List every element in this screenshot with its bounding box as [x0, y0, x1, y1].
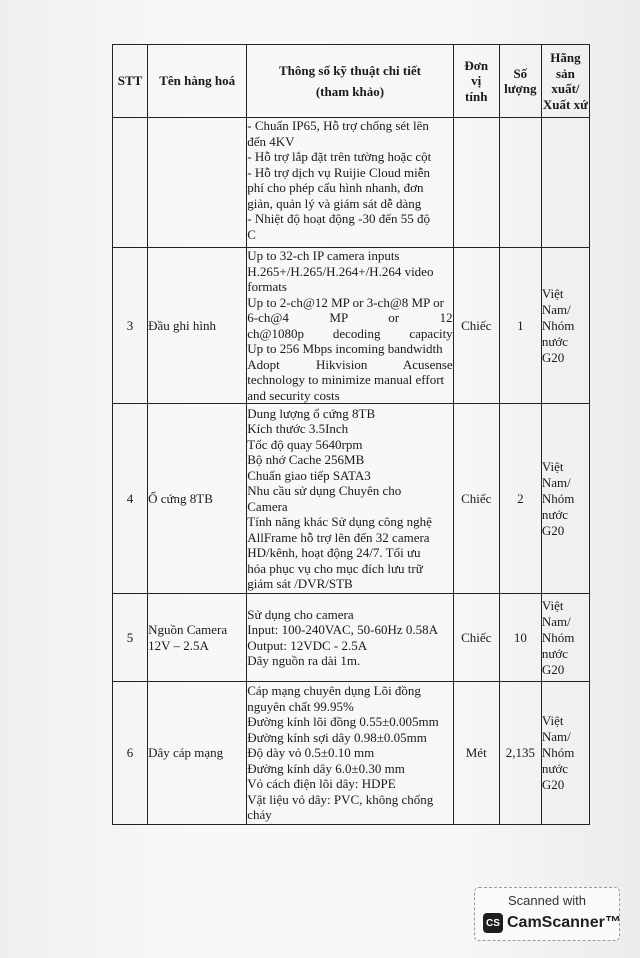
camscanner-name: CamScanner™ [507, 914, 621, 931]
spec-line: - Chuẩn IP65, Hỗ trợ chống sét lên [247, 118, 429, 133]
cell-origin [541, 682, 589, 825]
header-origin-line: Xuất xứ [542, 96, 588, 112]
origin-line: Việt [541, 713, 564, 728]
cell-spec [247, 118, 453, 248]
cell-item-name [148, 118, 247, 248]
cell-spec [247, 404, 453, 594]
spec-line: - Nhiệt độ hoạt động -30 đến 55 độ [247, 211, 430, 226]
header-qty-line: lượng [504, 81, 537, 96]
spec-line: Up to 256 Mbps incoming bandwidth [247, 341, 443, 356]
cell-qty: 10 [499, 594, 541, 682]
spec-line: formats [247, 279, 287, 294]
cell-origin [541, 594, 589, 682]
spec-line: Kích thước 3.5Inch [247, 421, 349, 436]
origin-line: Việt [541, 285, 564, 301]
cell-origin [541, 118, 589, 248]
spec-line: Chuẩn giao tiếp SATA3 [247, 467, 371, 483]
cell-qty: 2 [499, 404, 541, 594]
spec-line: Vật liệu vỏ dây: PVC, không chống [247, 791, 434, 807]
cell-item-name [148, 682, 247, 825]
spec-line: Dung lượng ổ cứng 8TB [247, 405, 376, 421]
spec-line: Camera [247, 498, 288, 514]
header-unit [453, 45, 499, 118]
spec-table [112, 44, 590, 825]
cell-qty: 1 [499, 248, 541, 404]
spec-line: Đường kính lõi đồng 0.55±0.005mm [247, 714, 439, 730]
origin-line: nước [541, 333, 569, 349]
cell-spec [247, 248, 453, 404]
cell-qty: 2,135 [499, 682, 541, 825]
header-name: Tên hàng hoá [148, 45, 247, 118]
origin-line: G20 [541, 522, 565, 538]
spec-line: ch@1080p decoding capacity [247, 325, 453, 341]
header-qty-line: Số [513, 65, 528, 81]
origin-line: Việt [541, 597, 564, 613]
cell-origin [541, 248, 589, 404]
spec-line: HD/kênh, hoạt động 24/7. Tối ưu [247, 545, 421, 560]
header-unit-line: vị [471, 73, 482, 89]
header-origin-line: Hãng [550, 50, 581, 65]
spec-line: - Hỗ trợ dịch vụ Ruijie Cloud miễn [247, 164, 430, 180]
spec-line: Input: 100-240VAC, 50-60Hz 0.58A [247, 622, 439, 637]
spec-line: Adopt Hikvision Acusense [247, 356, 453, 372]
spec-line: giản, quản lý và giám sát dễ dàng [247, 195, 422, 211]
origin-line: Nhóm [541, 317, 575, 333]
header-origin-line: sản [556, 65, 575, 81]
cell-origin [541, 404, 589, 594]
spec-line: Output: 12VDC - 2.5A [247, 637, 368, 653]
spec-line: - Hỗ trợ lắp đặt trên tường hoặc cột [247, 149, 432, 164]
cell-qty [499, 118, 541, 248]
spec-line: Bộ nhớ Cache 256MB [247, 452, 365, 467]
cell-stt: 6 [113, 682, 148, 825]
camscanner-logo-icon: CS [483, 913, 503, 933]
spec-line: hóa phục vụ cho mục đích lưu trữ [247, 560, 423, 576]
origin-line: nước [541, 506, 569, 522]
camscanner-brand [483, 912, 621, 934]
header-qty [499, 45, 541, 118]
origin-line: Nhóm [541, 745, 575, 760]
camscanner-watermark [474, 887, 620, 941]
spec-line: Đường kính dây 6.0±0.30 mm [247, 760, 405, 776]
origin-line: Nhóm [541, 629, 575, 645]
spec-line: AllFrame hỗ trợ lên đến 32 camera [247, 529, 430, 545]
spec-line: 6-ch@4 MP or 12 [247, 310, 453, 325]
spec-line: cháy [247, 807, 272, 823]
cell-item-name [148, 594, 247, 682]
origin-line: G20 [541, 777, 565, 792]
header-origin [541, 45, 589, 118]
table-row [113, 682, 590, 825]
origin-line: G20 [541, 661, 565, 677]
cell-stt [113, 118, 148, 248]
table-row [113, 594, 590, 682]
table-row [113, 118, 590, 248]
spec-line: C [247, 226, 256, 242]
cell-stt: 5 [113, 594, 148, 682]
origin-line: nước [541, 761, 569, 776]
origin-line: Việt [541, 458, 564, 474]
cell-unit: Mét [453, 682, 499, 825]
spec-line: nguyên chất 99.95% [247, 698, 354, 714]
cell-unit: Chiếc [453, 404, 499, 594]
origin-line: Nam/ [541, 474, 571, 490]
origin-line: Nhóm [541, 490, 575, 506]
origin-line: Nam/ [541, 301, 571, 317]
cell-unit [453, 118, 499, 248]
spec-line: Nhu cầu sử dụng Chuyên cho [247, 483, 402, 498]
header-unit-line: tính [465, 88, 488, 104]
header-stt: STT [113, 45, 148, 118]
spec-line: phí cho phép cấu hình nhanh, đơn [247, 180, 424, 195]
item-name-line: Đầu ghi hình [148, 317, 216, 333]
spec-line: Tốc độ quay 5640rpm [247, 436, 363, 452]
header-unit-line: Đơn [464, 57, 489, 73]
spec-line: and security costs [247, 387, 340, 403]
spec-line: Vỏ cách điện lõi dây: HDPE [247, 776, 396, 792]
item-name-line: Nguồn Camera [148, 622, 228, 637]
cell-spec [247, 682, 453, 825]
cell-unit: Chiếc [453, 248, 499, 404]
table-row [113, 248, 590, 404]
header-origin-line: xuất/ [551, 81, 580, 96]
spec-line: Độ dày vỏ 0.5±0.10 mm [247, 745, 375, 761]
header-spec [247, 45, 453, 118]
cell-item-name [148, 248, 247, 404]
header-spec-line1: Thông số kỹ thuật chi tiết [279, 62, 421, 78]
spec-line: Sử dụng cho camera [247, 606, 354, 622]
spec-line: Tính năng khác Sử dụng công nghệ [247, 514, 432, 529]
cell-stt: 3 [113, 248, 148, 404]
origin-line: Nam/ [541, 613, 571, 629]
scanned-with-text: Scanned with [507, 893, 587, 908]
origin-line: Nam/ [541, 729, 571, 744]
cell-stt: 4 [113, 404, 148, 594]
cell-item-name [148, 404, 247, 594]
spec-line: Up to 32-ch IP camera inputs [247, 248, 400, 263]
table-row [113, 404, 590, 594]
item-name-line: Ổ cứng 8TB [148, 490, 213, 506]
origin-line: G20 [541, 349, 565, 365]
spec-line: giám sát /DVR/STB [247, 576, 353, 591]
spec-line: H.265+/H.265/H.264+/H.264 video [247, 263, 434, 279]
spec-line: đến 4KV [247, 133, 295, 149]
spec-line: Cáp mạng chuyên dụng Lõi đồng [247, 683, 421, 699]
spec-line: technology to minimize manual effort [247, 372, 445, 387]
cell-unit: Chiếc [453, 594, 499, 682]
spec-line: Đường kính sợi dây 0.98±0.05mm [247, 729, 427, 745]
cell-spec [247, 594, 453, 682]
table-header-row [113, 45, 590, 118]
item-name-line: 12V – 2.5A [148, 637, 209, 653]
header-spec-line2: (tham khảo) [315, 84, 385, 99]
spec-line: Dây nguồn ra dài 1m. [247, 653, 361, 668]
item-name-line: Dây cáp mạng [148, 745, 224, 761]
spec-line: Up to 2-ch@12 MP or 3-ch@8 MP or [247, 294, 444, 310]
origin-line: nước [541, 645, 569, 661]
